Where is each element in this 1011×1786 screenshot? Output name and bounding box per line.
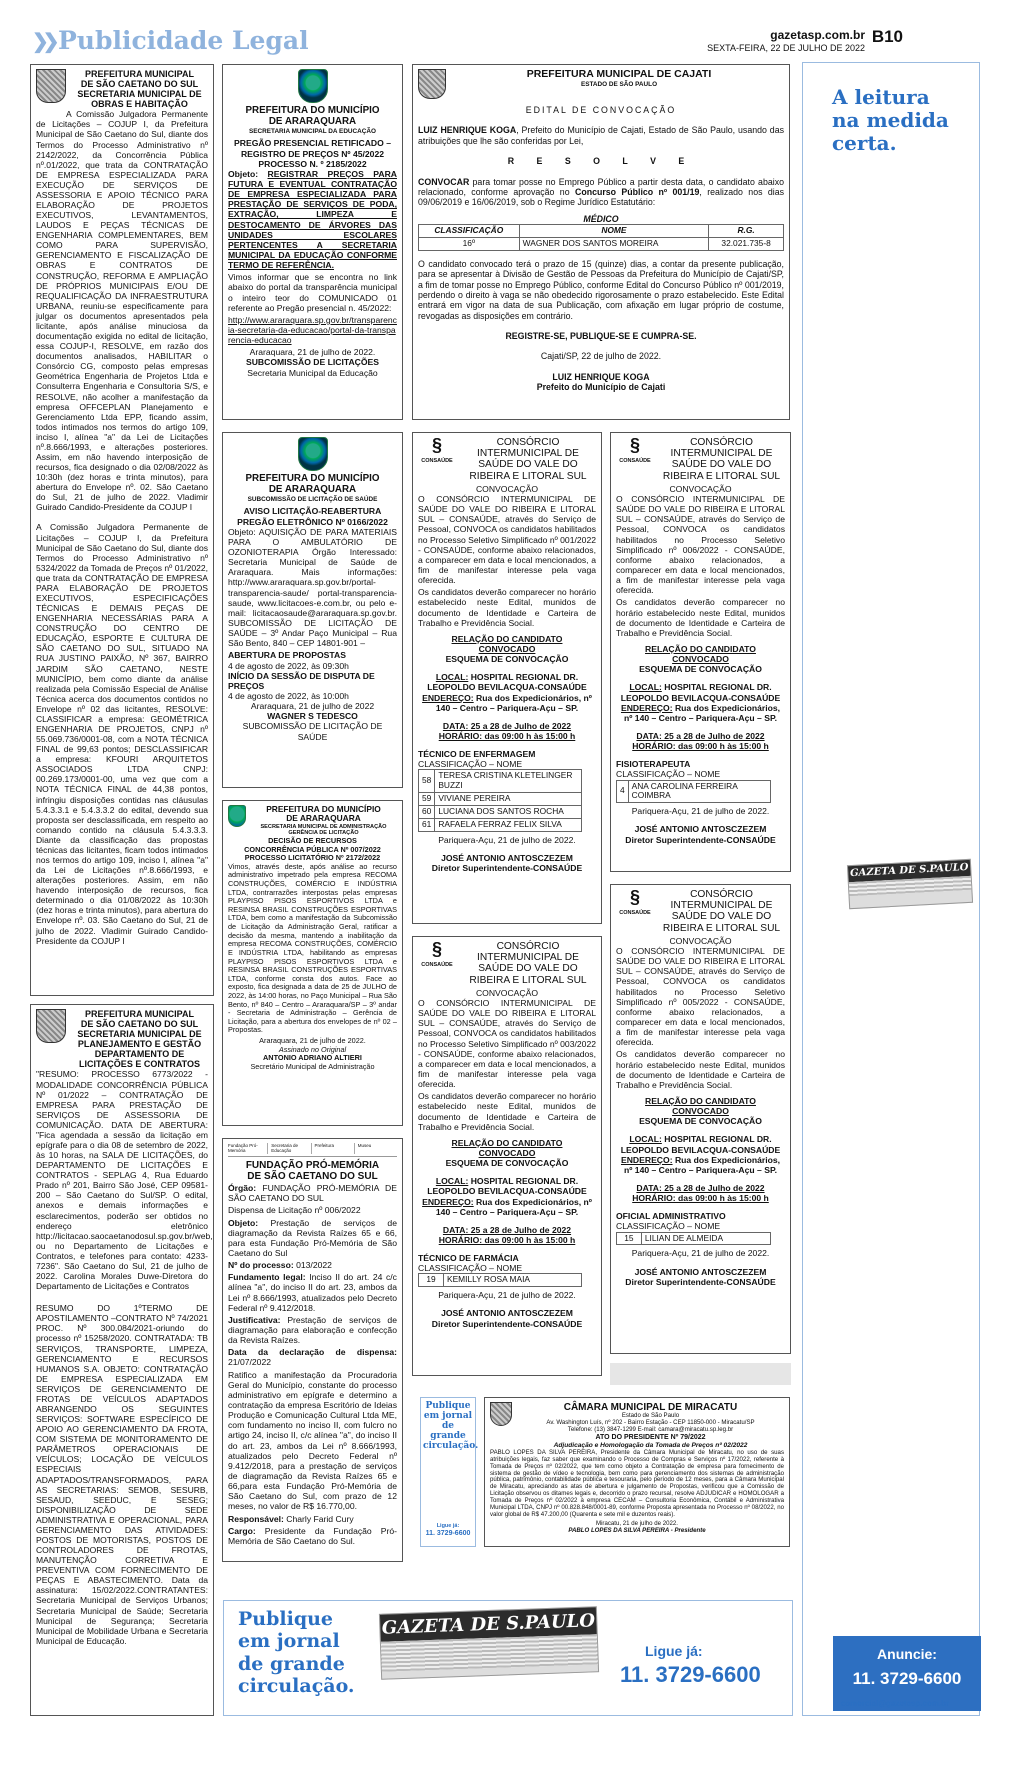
class-number: 60 [419, 806, 435, 819]
notice-body: Os candidatos deverão comparecer no horário estabelecido neste Edital, munidos de documento de Identidade e Carteira de Trabalho e Previdência Social. [418, 1091, 596, 1132]
section-heading: RELAÇÃO DO CANDIDATO [451, 1137, 563, 1148]
list-header: CLASSIFICAÇÃO – NOME [418, 759, 523, 770]
field-label: ENDEREÇO: [422, 1196, 474, 1207]
class-number: 61 [419, 819, 435, 832]
closing: REGISTRE-SE, PUBLIQUE-SE E CUMPRA-SE. [505, 331, 697, 342]
org-line: DEPARTAMENTO DE [94, 1049, 185, 1060]
notice-date: Pariquera-Açu, 21 de julho de 2022. [438, 1290, 576, 1301]
ad-phone[interactable]: 11. 3729-6600 [425, 1529, 471, 1537]
field-label: Nº do processo: [228, 1260, 294, 1271]
notice-consorcio-fisioterapeuta [610, 432, 791, 872]
fund-fields [228, 1183, 397, 1546]
notice-body: , Prefeito do Município de Cajati, Estado de São Paulo, usando das atribuições que lhe são conferidas por Lei, [418, 125, 784, 146]
notice-title: PREGÃO ELETRÔNICO Nº 0166/2022 [237, 516, 388, 527]
ad-ligue: Ligue já: [436, 1523, 460, 1530]
notice-body: - CONSAÚDE, conforme abaixo relacionados, a comparecer em data e local mencionados, a fim de manifestar interesse pela vaga oferecida. [418, 1048, 596, 1090]
notice-object: REGISTRAR PREÇOS PARA FUTURA E EVENTUAL CONTRATAÇÃO DE EMPRESA ESPECIALIZADA PARA PRESTAÇÃO DE SERVIÇOS DE PODA, EXTRAÇÃO, LIMPEZA E DESTOCAMENTO DE ÁRVORES DAS UNIDADES ESCOLARES PERTENCENTES A SECRETARIA MUNICIPAL DA EDUCAÇÃO CONFORME TERMO DE REFERÊNCIA. [228, 168, 397, 271]
notice-date: Miracatu, 21 de julho de 2022. [596, 1520, 678, 1528]
field-value: Rua dos Expedicionários, nº 140 – Centro – Pariquera-Açu – SP. [435, 1196, 592, 1217]
mayor-name: LUIZ HENRIQUE KOGA [418, 125, 517, 136]
section-heading: RELAÇÃO DO CANDIDATO [451, 633, 563, 644]
section-heading: ESQUEMA DE CONVOCAÇÃO [639, 664, 762, 675]
org-sub: SUBCOMISSÃO DE LICITAÇÃO DE SAÚDE [247, 495, 378, 503]
org-sub: GERÊNCIA DE LICITAÇÃO [288, 830, 359, 837]
section-heading: ESQUEMA DE CONVOCAÇÃO [639, 1116, 762, 1127]
field-value: 013/2022 [293, 1260, 332, 1271]
ad-line: Publique [238, 1608, 334, 1630]
date-line: 4 de agosto de 2022, às 10:00h [228, 691, 349, 702]
notice-title: FUNDAÇÃO PRÓ-MEMÓRIA [245, 1159, 380, 1171]
org-line: DE ARARAQUARA [268, 483, 357, 495]
logo-text: CONSAÚDE [421, 962, 453, 968]
logo-text: CONSAÚDE [619, 458, 651, 464]
tagline-line: na medida [832, 108, 949, 132]
anuncie-label: Anuncie: [877, 1646, 937, 1662]
ad-tagline [832, 86, 949, 155]
notice-body: O CONSÓRCIO INTERMUNICIPAL DE SAÚDE DO VALE DO RIBEIRA E LITORAL SUL – CONSAÚDE, através do Serviço de Pessoal, CONVOCA os candidatos habilitados no Processo Seletivo Simplificado nº [418, 998, 596, 1049]
notice-consorcio-tecnico-farmacia [412, 936, 602, 1376]
keyword: CONVOCAR [418, 176, 470, 187]
date-line: DATA: 25 a 28 de Julho de 2022 [442, 1224, 572, 1235]
consaude-logo-icon: § CONSAÚDE [616, 889, 654, 934]
notice-araraquara-saude [222, 432, 403, 788]
signature: Diretor Superintendente-CONSAÚDE [431, 1318, 583, 1329]
signature: WAGNER S TEDESCO [267, 711, 358, 722]
table-header: CLASSIFICAÇÃO [419, 225, 520, 238]
field-value: Prestação de serviços de diagramação para elaboração e confecção da Revista Raízes. [228, 1314, 397, 1346]
class-number: 19 [419, 1274, 444, 1287]
notice-scs-obras [30, 64, 214, 996]
ad-email[interactable]: comercial@gazetasp.com.br [840, 1699, 950, 1708]
candidate-name: KEMILLY ROSA MAIA [443, 1274, 581, 1287]
notice-body: , realizado nos dias 09/06/2019 e 16/06/2019, sob o Regime Jurídico Estatutário: [418, 186, 784, 208]
notice-body: - CONSAÚDE, conforme abaixo relacionados, a comparecer em data e local mencionados, a fim de manifestar interesse pela vaga oferecida. [616, 996, 785, 1048]
section-title: Publicidade Legal [58, 26, 309, 55]
fund-field [228, 1260, 397, 1270]
role-title: TÉCNICO DE FARMÁCIA [418, 1253, 519, 1264]
scs-crest-icon [36, 1009, 66, 1043]
fund-field [228, 1272, 397, 1313]
notice-body: O CONSÓRCIO INTERMUNICIPAL DE SAÚDE DO VALE DO RIBEIRA E LITORAL SUL – CONSAÚDE, através do Serviço de Pessoal, CONVOCA os candidatos habilitados no Processo Seletivo Simplificado nº [616, 494, 785, 555]
newspaper-image [847, 859, 973, 909]
class-number: 15 [617, 1232, 642, 1245]
notice-title: CONCORRÊNCIA PÚBLICA Nº 007/2022 [244, 844, 381, 854]
org-line: OBRAS E HABITAÇÃO [91, 99, 188, 110]
notice-body: "RESUMO: PROCESSO 6773/2022 - MODALIDADE CONCORRÊNCIA PÚBLICA Nº 01/2022 – CONTRATAÇÃO DE EMPRESA PARA PRESTAÇÃO DE SERVIÇOS DE ASSESSORIA DE COMUNICAÇÃO. DATA DE ABERTURA: "Fica agendada a sessão da licitação em epígrafe para o dia 08 de setembro de 2022, às 10 horas, na SALA DE LICITAÇÕES, do DEPARTAMENTO DE LICITAÇÕES E CONTRATOS - SEPLAG 4, Rua Eduardo Prado nº 201, Bairro São José, CEP 09581-200 – São Caetano do Sul/SP. O edital, anexos e demais informações e esclarecimentos, poderão ser obtidos no endereço eletrônico http://licitacao.saocaetanodosul.sp.gov.br/web, ou no Departamento de Licitações e Contratos, e telefones para contato: 4233-7236". São Caetano do Sul, 21 de julho de 2022. Carolina Morales Duwe-Diretora do Departamento de Licitações e Contratos [36, 1069, 213, 1292]
signature: Secretário Municipal de Administração [250, 1061, 375, 1071]
fund-field [228, 1183, 397, 1203]
date-line: DATA: 25 a 28 de Julho de 2022 [636, 1182, 765, 1193]
signature: JOSÉ ANTONIO ANTOSCZEZEM [441, 1308, 573, 1319]
notice-date: Pariquera-Açu, 21 de julho de 2022. [438, 834, 576, 845]
class-number: 58 [419, 770, 435, 793]
candidate-name: VIVIANE PEREIRA [435, 793, 581, 806]
keyword: Concurso Público nº 001/19 [574, 186, 700, 197]
notice-title: PREGÃO PRESENCIAL RETIFICADO – [234, 138, 391, 149]
newspaper-masthead: GAZETA DE S.PAULO [848, 860, 971, 882]
role-title: OFICIAL ADMINISTRATIVO [616, 1211, 726, 1222]
notice-araraquara-administracao [222, 800, 403, 1126]
notice-body: - CONSAÚDE, conforme abaixo relacionados, a comparecer em data e local mencionados, a fim de manifestar interesse pela vaga oferecida. [616, 544, 785, 596]
org-line: DE ARARAQUARA [268, 115, 357, 127]
candidate-table [418, 769, 582, 832]
signature: Diretor Superintendente-CONSAÚDE [625, 834, 776, 845]
ad-publique-small[interactable] [420, 1397, 479, 1547]
process-number: 006/2022 [682, 544, 719, 555]
notice-consorcio-tecnico-enfermagem [412, 432, 602, 924]
org-line: DE SÃO CAETANO DO SUL [80, 1019, 199, 1030]
org-sub: ESTADO DE SÃO PAULO [580, 80, 658, 88]
notice-body: O candidato convocado terá o prazo de 15 (quinze) dias, a contar da presente publicação, para se apresentar à Divisão de Gestão de Pessoas da Prefeitura do Município de Cajati/SP, a fim de tomar posse no Emprego Público, conforme Edital do Concurso Público nº 001/2019, perdendo o direito à vaga se não obedecido rigorosamente o prazo estabelecido. Este Edital entrará em vigor na data de sua Publicação, com afixação em lugar próprio de costume, revogadas as disposições em contrário. [418, 258, 784, 321]
field-value: Presidente da Fundação Pró-Memória de São Caetano do Sul. [228, 1525, 397, 1546]
field-label: LOCAL: [629, 1134, 662, 1145]
section-heading: CONVOCADO [478, 643, 536, 654]
table-header: R.G. [709, 225, 784, 238]
org-line: PREFEITURA MUNICIPAL [85, 1009, 194, 1019]
table-header: NOME [519, 225, 709, 238]
notice-araraquara-educacao [222, 64, 403, 420]
signature: Prefeito do Município de Cajati [536, 382, 666, 393]
section-heading: CONVOCADO [478, 1147, 536, 1158]
field-value: Prestação de serviços de diagramação da Revista Raízes 65 e 66, para esta Fundação Pró-Memória de São Caetano do Sul [228, 1217, 397, 1259]
ad-publique-text [238, 1608, 355, 1698]
logo-text: CONSAÚDE [421, 458, 453, 464]
convocacao-label: CONVOCAÇÃO [475, 987, 539, 998]
time-line: HORÁRIO: das 09:00 h às 15:00 h [438, 730, 576, 741]
notice-body: Objeto: AQUISIÇÃO DE PARA MATERIAIS PARA O AMBULATÓRIO DE OZONIOTERAPIA Órgão Interessado: Secretaria Municipal de Saúde de Araraquara. Mais informações: http://www.araraquara.sp.gov.br/portal-transparencia-saude/ portal-transparencia-saude, www.licitacoes-e.com.br, ou pelo e-mail: licitacaosaude@araraquara.sp.gov.br. SUBCOMISSÃO DE LICITAÇÃO DE SAÚDE – 3º Andar Paço Municipal – Rua São Bento, 840 – CEP 14801-901 – [228, 526, 397, 649]
notice-date: Cajati/SP, 22 de julho de 2022. [540, 351, 662, 362]
grey-divider [610, 1363, 791, 1385]
notice-title: PROCESSO LICITATÓRIO Nº 2172/2022 [244, 853, 381, 863]
field-value: Rua dos Expedicionários, nº 140 – Centro – Pariquera-Açu – SP. [624, 702, 781, 723]
field-label: LOCAL: [629, 682, 662, 693]
time-line: HORÁRIO: das 09:00 h às 15:00 h [632, 1193, 769, 1204]
notice-title: REGISTRO DE PREÇOS Nº 45/2022 [240, 148, 385, 159]
fund-field [228, 1514, 397, 1524]
field-value: Rua dos Expedicionários, nº 140 – Centro – Pariquera-Açu – SP. [435, 692, 592, 713]
newspaper-image [379, 1606, 599, 1680]
signature: PABLO LOPES DA SILVA PEREIRA - Presidente [568, 1527, 706, 1534]
notice-title: DE SÃO CAETANO DO SUL [247, 1171, 378, 1183]
org-contact: Telefone: (13) 3847-1299 E-mail: camara@miracatu.sp.leg.br [567, 1426, 734, 1434]
org-line: PREFEITURA MUNICIPAL DE CAJATI [526, 68, 712, 80]
ad-line: em jornal [238, 1630, 340, 1653]
role-title: TÉCNICO DE ENFERMAGEM [418, 749, 536, 760]
candidate-name: TERESA CRISTINA KLETELINGER BUZZI [435, 770, 581, 793]
field-label: LOCAL: [435, 672, 469, 683]
fund-field [228, 1315, 397, 1345]
anuncie-phone[interactable]: 11. 3729-6600 [852, 1668, 962, 1688]
araraquara-crest-icon [228, 805, 246, 827]
org-sub: Estado de São Paulo [621, 1412, 680, 1420]
convocacao-label: CONVOCAÇÃO [669, 483, 732, 494]
logo-secretaria: Secretaria de Educação [271, 1143, 311, 1154]
org-line: PREFEITURA DO MUNICÍPIO [266, 804, 381, 814]
list-header: CLASSIFICAÇÃO – NOME [616, 1221, 721, 1232]
notice-miracatu [484, 1397, 790, 1547]
miracatu-crest-icon [490, 1402, 512, 1426]
process-number: 003/2022 [560, 1038, 596, 1049]
process-number: 001/2022 [560, 534, 596, 545]
ad-line: circulação. [238, 1675, 355, 1698]
ad-ligue: Ligue já: [645, 1643, 703, 1659]
section-heading: ESQUEMA DE CONVOCAÇÃO [445, 1158, 569, 1169]
field-label: ENDEREÇO: [620, 702, 673, 713]
table-cell: WAGNER DOS SANTOS MOREIRA [519, 237, 709, 250]
page-number: B10 [871, 27, 903, 46]
notice-body: - CONSAÚDE, conforme abaixo relacionados, a comparecer em data e local mencionados, a fim de manifestar interesse pela vaga oferecida. [418, 544, 596, 586]
fund-field [228, 1218, 397, 1259]
org-line: SECRETARIA MUNICIPAL DE [77, 89, 202, 100]
process-number: 005/2022 [682, 996, 719, 1007]
field-value: FUNDAÇÃO PRÓ-MEMÓRIA DE SÃO CAETANO DO SUL [228, 1183, 397, 1204]
logo-museu: Museu [357, 1143, 372, 1148]
consaude-logo-icon: § CONSAÚDE [616, 437, 654, 482]
notice-date: Araraquara, 21 de julho de 2022. [249, 347, 376, 358]
ad-line: de grande [238, 1652, 345, 1675]
notice-body: O CONSÓRCIO INTERMUNICIPAL DE SAÚDE DO VALE DO RIBEIRA E LITORAL SUL – CONSAÚDE, através do Serviço de Pessoal, CONVOCA os candidatos habilitados no Processo Seletivo Simplificado nº [616, 946, 785, 1007]
notice-title: CONSÓRCIO INTERMUNICIPAL DE SAÚDE DO VALE DO RIBEIRA E LITORAL SUL [469, 437, 587, 482]
section-heading: CONVOCADO [672, 1106, 729, 1117]
logo-text: CONSAÚDE [619, 910, 651, 916]
org-line: PREFEITURA MUNICIPAL [85, 69, 194, 79]
notice-subtitle: Adjudicação e Homologação da Tomada de Preços nº 02/2022 [553, 1442, 748, 1450]
convocacao-label: CONVOCAÇÃO [475, 483, 539, 494]
notice-title: CONSÓRCIO INTERMUNICIPAL DE SAÚDE DO VALE DO RIBEIRA E LITORAL SUL [662, 437, 781, 482]
notice-consorcio-oficial-administrativo [610, 884, 791, 1354]
field-label: LOCAL: [435, 1176, 469, 1187]
notice-title: PROCESSO N. º 2185/2022 [258, 158, 367, 169]
notice-title: ATO DO PRESIDENTE Nº 79/2022 [595, 1434, 706, 1442]
org-line: PREFEITURA DO MUNICÍPIO [245, 473, 380, 484]
signature: ANTONIO ADRIANO ALTIERI [263, 1053, 362, 1063]
org-line: DE ARARAQUARA [286, 813, 361, 824]
field-value: HOSPITAL REGIONAL DR. LEOPOLDO BEVILACQUA-CONSAÚDE [620, 682, 781, 703]
ad-line: circulação. [423, 1440, 479, 1451]
cajati-crest-icon [418, 69, 446, 99]
field-label: Justificativa: [228, 1314, 281, 1325]
notice-body: O CONSÓRCIO INTERMUNICIPAL DE SAÚDE DO VALE DO RIBEIRA E LITORAL SUL – CONSAÚDE, através do Serviço de Pessoal, CONVOCA os candidatos habilitados no Processo Seletivo Simplificado nº [418, 494, 596, 545]
notice-fundacao-pro-memoria [222, 1138, 403, 1562]
notice-body: Vimos informar que se encontra no link abaixo do portal da transparência municipal o inteiro teor do COMUNICADO 01 referente ao Pregão presencial n. 45/2022: [228, 272, 397, 313]
field-label: Data da declaração de dispensa: [228, 1347, 397, 1358]
field-value: 21/07/2022 [228, 1357, 272, 1368]
signature: SUBCOMISSÃO DE LICITAÇÕES [245, 357, 380, 368]
consaude-logo-icon: § CONSAÚDE [418, 437, 456, 482]
notice-date: Araraquara, 21 de julho de 2022. [259, 1036, 366, 1046]
section-heading: RELAÇÃO DO CANDIDATO [645, 643, 756, 654]
notice-title: AVISO LICITAÇÃO-REABERTURA [243, 506, 382, 517]
tagline-line: certa. [832, 131, 897, 155]
class-number: 4 [617, 780, 629, 803]
notice-title: CONSÓRCIO INTERMUNICIPAL DE SAÚDE DO VALE DO RIBEIRA E LITORAL SUL [662, 889, 781, 934]
candidate-table [418, 1273, 582, 1287]
notice-date: Pariquera-Açu, 21 de julho de 2022. [631, 806, 770, 817]
notice-body: Vimos, através deste, após análise ao recurso administrativo impetrado pela empresa RECOMA CONSTRUÇÕES, COMÉRCIO E INDÚSTRIA LTDA, contrarrazões interpostas pelas empresas PLAYPISO PISOS ESPORTIVOS LTDA e RESINSA BRASIL CONSTRUÇÕES ESPORTIVAS LTDA, bem como a manifestação da Subcomissão de Licitação da Administração Geral, ratificar a decisão da mesma, mantendo a inabilitação da empresa RECOMA CONSTRUÇÕES, COMÉRCIO E INDÚSTRIA LTDA, habilitando as empresas PLAYPISO PISOS ESPORTIVOS LTDA e RESINSA BRASIL CONSTRUÇÕES ESPORTIVAS LTDA, conforme consta dos autos. Face ao exposto, fica designada a data de 25 de JULHO de 2022, às 14:00 horas, no Paço Municipal – Rua São Bento, nº 840 – Centro – Araraquara/SP – 3º andar - Secretaria de Administração – Gerência de Licitação, para a abertura dos envelopes de nº 02 – Propostas. [228, 861, 397, 1035]
notice-body: PABLO LOPES DA SILVA PEREIRA, Presidente da Câmara Municipal de Miracatu, no uso de suas atribuições legais, faz saber que examinando o Processo de Compras e Serviços nº 17/2022, referente à Tomada de Preços nº 02/2022, que tem como objeto a Contratação de empresa para fornecimento de sistema de gestão de vídeo e tecnologia, bem como para gerenciamento dos sistemas de administração pública, patrimônio, contabilidade pública e tesouraria, pelo período de 12 meses, para a Câmara Municipal de Miracatu, apreciando as atas de abertura e julgamento de Propostas, verificou que a Comissão de Licitação observou os ditames legais e, decorrido o prazo recursal, resolve ADJUDICAR e HOMOLOGAR a Tomada de Preços nº 02/2022 à empresa CECAM – Consultoria Econômica, Contábil e Administrativa Municipal LTDA, CNPJ nº 00.828.848/0001-89, conforme Proposta apresentada no Processo nº 08/2022, no valor global de R$ 47.200,00 (Quarenta e sete mil e duzentos reais). [490, 1448, 784, 1519]
candidate-name: RAFAELA FERRAZ FELIX SILVA [435, 819, 581, 832]
notice-date: Araraquara, 21 de julho de 2022 [250, 701, 375, 712]
fund-field [228, 1347, 397, 1367]
ad-line: de grande [430, 1420, 466, 1441]
table-title: MÉDICO [583, 213, 619, 224]
notice-body: Os candidatos deverão comparecer no horário estabelecido neste Edital, munidos de documento de Identidade e Carteira de Trabalho e Previdência Social. [616, 597, 785, 638]
section-heading: ESQUEMA DE CONVOCAÇÃO [445, 654, 569, 665]
field-value: Ratifico a manifestação da Procuradoria Geral do Município, constante do processo administrativo em epígrafe e determino a contratação da empresa Escritório de Ideias Produção e Comunicação Cultural Ltda ME, com fundamento no inciso II, com fulcro no artigo 24, inciso II, c/c alínea "a", do inciso II do art. 23, ambos da Lei nº 8.666/1993, atualizados pelo Decreto Federal nº 9.412/2018, para a prestação de serviços de diagramação da Revista Raízes 65 e 66,para esta Fundação Pró-Memória de São Caetano do Sul, com prazo de 12 meses, no valor de R$ 16.770,00. [228, 1369, 397, 1512]
notice-title: CONSÓRCIO INTERMUNICIPAL DE SAÚDE DO VALE DO RIBEIRA E LITORAL SUL [469, 941, 587, 986]
notice-body: Os candidatos deverão comparecer no horário estabelecido neste Edital, munidos de documento de Identidade e Carteira de Trabalho e Previdência Social. [616, 1049, 785, 1090]
notice-body: A Comissão Julgadora Permanente de Licitações – COJUP I, da Prefeitura Municipal de São Caetano do Sul, diante dos Termos do Processo Administrativo nº 5324/2022 da Tomada de Preços nº 01/2022, que trata da CONTRATAÇÃO DE EMPRESA PARA ELABORAÇÃO DE PROJETOS EXECUTIVOS, ESPECIFICAÇÕES TÉCNICAS E DEMAIS PEÇAS DE ENGENHARIA NECESSÁRIAS PARA A CONSTRUÇÃO DO CENTRO DE EDUCAÇÃO, ESPORTE E CULTURA DE SÃO CAETANO DO SUL, SITUADO NA RUA JUSTINO PAIXÃO, Nº 367, BAIRRO JARDIM SÃO CAETANO, NESTE MUNICÍPIO, bem como diante da análise realizada pela Comissão Especial de Análise Técnica acerca dos documentos contidos no Envelope nº 02 das licitantes, RESOLVE: CLASSIFICAR a empresa: GEOMÉTRICA ENGENHARIA DE PROJETOS, CNPJ nº 55.069.736/0001-08, com a NOTA TÉCNICA FINAL de 99,63 pontos; DESCLASSIFICAR a empresa: KFOURI ARQUITETOS ASSOCIADOS LTDA CNPJ: 00.269.173/0001-00, uma vez que com a NOTA TÉCNICA FINAL de 44,38 pontos, infringiu disposições contidas nas cláusulas 5.4.3.3.1 e 5.4.3.3.2 do edital, devendo sua proposta ser desclassificada, em respeito ao comando contido na cláusula 5.4.3.3.3. Diante da classificação das propostas técnicas das licitantes, ficam todos intimados nos termos do artigo 109, inciso I, alínea "a" da Lei de Licitações nº.8.666/1993, e alterações posteriores. Assim, em não havendo interposição de recursos, fica determinado o dia 01/08/2022 às 10:30h (dez horas e trinta minutos), para abertura do Envelope nº. 03. São Caetano do Sul, 21 de julho de 2022. Vladimir Guirado Candido-Presidente da COJUP I [36, 522, 208, 946]
table-cell: 32.021.735-8 [709, 237, 784, 250]
ad-line: em jornal [423, 1410, 473, 1421]
field-value: Rua dos Expedicionários, nº 140 – Centro – Pariquera-Açu – SP. [624, 1154, 781, 1175]
newspaper-masthead: GAZETA DE S.PAULO [380, 1607, 597, 1642]
field-value: HOSPITAL REGIONAL DR. LEOPOLDO BEVILACQUA-CONSAÚDE [427, 672, 587, 693]
section-heading: RELAÇÃO DO CANDIDATO [645, 1095, 756, 1106]
org-sub: SECRETARIA MUNICIPAL DA EDUCAÇÃO [249, 127, 376, 135]
notice-cajati [412, 64, 790, 420]
org-line: SECRETARIA MUNICIPAL DE [77, 1029, 202, 1040]
field-value: HOSPITAL REGIONAL DR. LEOPOLDO BEVILACQUA-CONSAÚDE [620, 1134, 781, 1155]
scs-crest-icon [36, 69, 66, 103]
resolve-heading: R E S O L V E [507, 156, 695, 167]
convocacao-label: CONVOCAÇÃO [669, 935, 732, 946]
time-line: HORÁRIO: das 09:00 h às 15:00 h [632, 741, 769, 752]
time-line: HORÁRIO: das 09:00 h às 15:00 h [438, 1234, 576, 1245]
field-label: Fundamento legal: [228, 1272, 306, 1283]
org-line: CÂMARA MUNICIPAL DE MIRACATU [563, 1402, 738, 1413]
signature: LUIZ HENRIQUE KOGA [552, 371, 650, 382]
field-label: ENDEREÇO: [422, 692, 474, 703]
class-number: 59 [419, 793, 435, 806]
signature: JOSÉ ANTONIO ANTOSCZEZEM [634, 824, 767, 835]
candidate-table [616, 1232, 771, 1246]
candidate-table [616, 780, 771, 804]
org-line: PREFEITURA DO MUNICÍPIO [245, 105, 380, 116]
signature: JOSÉ ANTONIO ANTOSCZEZEM [441, 853, 573, 864]
date-line: 4 de agosto de 2022, às 09:30h [228, 660, 349, 671]
list-header: CLASSIFICAÇÃO – NOME [616, 769, 721, 780]
field-value: Inciso II do art. 24 c/c alínea "a", do inciso II do art. 23, ambos da Lei nº 8.666/1993, atualizados pelo Decreto Federal nº 9.412/2018. [228, 1272, 397, 1313]
transparency-link[interactable]: http://www.araraquara.sp.gov.br/transparencia-secretaria-da-educacao/portal-da-transparencia-educacao [228, 314, 397, 346]
field-label: Objeto: [228, 1217, 259, 1228]
signature: Secretaria Municipal da Educação [247, 367, 378, 378]
org-sub: SECRETARIA MUNICIPAL DE ADMINISTRAÇÃO [260, 823, 387, 830]
role-title: FISIOTERAPEUTA [616, 759, 691, 770]
araraquara-crest-icon [298, 69, 328, 103]
date-line: DATA: 25 a 28 de Julho de 2022 [636, 730, 765, 741]
logo-prefeitura: Prefeitura [315, 1143, 355, 1154]
table-cell: 16º [419, 237, 520, 250]
notice-body: A Comissão Julgadora Permanente de Licitações – COJUP I, da Prefeitura Municipal de São Caetano do Sul, diante dos Termos do Processo Administrativo nº 2142/2022, da Concorrência Pública nº.01/2022, que trata da CONTRATAÇÃO DE EMPRESA ESPECIALIZADA PARA EXECUÇÃO DE SERVIÇOS DE ASSESSORIA E APOIO TÉCNICO PARA ELABORAÇÃO DE PROJETOS EXECUTIVOS, LEVANTAMENTOS, LAUDOS E PEÇAS TÉCNICAS DE ENGENHARIA COMPLEMENTARES, BEM COMO PARA SUPERVISÃO, GERENCIAMENTO E FISCALIZAÇÃO DE OBRAS E CONTRATOS DE CONSTRUÇÃO, REFORMA E AMPLIAÇÃO DE PRÓPRIOS MUNICIPAIS E/OU DE REQUALIFICAÇÃO DA INFRAESTRUTURA URBANA, reuniu-se especificamente para julgar os documentos apresentados pela licitante, após análise minuciosa da documentação exigida no edital de licitação, essa COJUP-I, RESOLVE, em razão dos documentos analisados, HABILITAR o Consórcio CG, composto pelas empresas Geométrica Engenharia de Projetos Ltda e Consulterra Engenharia e Consultoria S/S, e RESOLVE, não acolher a manifestação da empresa OFFCEPLAN Planejamento e Gerenciamento Ltda EPP, ficando assim, todos intimados nos termos do artigo 109, inciso I, alínea "a" da Lei de Licitações nº.8.666/1993, e alterações posteriores. Assim, em não havendo interposição de recursos, fica designado o dia 02/08/2022 às 10:30h (dez horas e trinta minutos), para abertura do Envelope nº. 02. São Caetano do Sul, 21 de julho de 2022. Vladimir Guirado Candido-Presidente da COJUP I [36, 109, 208, 513]
field-label: ENDEREÇO: [620, 1154, 673, 1165]
date-line: DATA: 25 a 28 de Julho de 2022 [442, 720, 572, 731]
notice-body: RESUMO DO 1ºTERMO DE APOSTILAMENTO –CONTRATO Nº 74/2021 PROC. Nº 300.084/2021-oriundo do processo nº 15258/2020. CONTRATADA: TB SERVIÇOS, TRANSPORTE, LIMPEZA, GERENCIAMENTO E RECURSOS HUMANOS S.A. OBJETO: CONTRATAÇÃO DE EMPRESA ESPECIALIZADA EM SERVIÇOS DE GERENCIAMENTO DE FROTAS DE VEÍCULOS ADAPTADOS ABRANGENDO OS SEGUINTES SERVIÇOS: SOFTWARE ESPECÍFICO DE APOIO AO GERENCIAMENTO DA FROTA, COM SISTEMA DE MONITORAMENTO DE PARÂMETROS OPERACIONAIS DE VEÍCULOS; LOCAÇÃO DE VEÍCULOS ESPECIAIS ADAPTADOS/TRANSFORMADOS, PARA AS SECRETARIAS: SEMOB, SESURB, SESAUD, SEEDUC, E SESEG; DISPONIBILIZAÇÃO DE SEDE ADMINISTRATIVA E OPERACIONAL, PARA GERENCIAMENTO DAS ATIVIDADES: POSTOS DE MOTORISTAS, POSTOS DE CONTROLADORES DE FROTAS, MANUTENÇÃO CORRETIVA E PREVENTIVA COM FORNECIMENTO DE PEÇAS E ABASTECIMENTO. Data da assinatura: 15/02/2022.CONTRATANTES: Secretaria Municipal de Serviços Urbanos; Secretaria Municipal de Saúde; Secretaria Municipal de Segurança; Secretaria Municipal de Mobilidade Urbana e Secretaria Municipal de Educação. [36, 1303, 208, 1646]
logo-fundacao: Fundação Pró-Memória [228, 1143, 268, 1154]
org-address: Av. Washington Luís, nº 202 - Bairro Estação - CEP 11850-000 - Miracatu/SP [546, 1419, 755, 1427]
signature: Diretor Superintendente-CONSAÚDE [625, 1276, 776, 1287]
notice-body: para tomar posse no Emprego Público a partir desta data, o candidato abaixo relacionado, conforme aprovação no [418, 176, 784, 197]
field-value: Charly Farid Cury [283, 1513, 354, 1524]
araraquara-crest-icon [298, 437, 328, 471]
org-line: DE SÃO CAETANO DO SUL [80, 79, 199, 90]
notice-date: Pariquera-Açu, 21 de julho de 2022. [631, 1248, 770, 1259]
field-label: Cargo: [228, 1525, 256, 1536]
candidate-name: ANA CAROLINA FERREIRA COIMBRA [628, 780, 771, 803]
signature: SUBCOMISSÃO DE LICITAÇÃO DE SAÚDE [242, 721, 383, 742]
fund-field [228, 1526, 397, 1546]
field-value: Dispensa de Licitação nº 006/2022 [228, 1205, 361, 1216]
candidate-name: LILIAN DE ALMEIDA [641, 1232, 771, 1245]
heading: INÍCIO DA SESSÃO DE DISPUTA DE PREÇOS [228, 670, 375, 691]
candidate-name: LUCIANA DOS SANTOS ROCHA [435, 806, 581, 819]
ad-line: Publique [425, 1401, 471, 1411]
ad-phone[interactable]: 11. 3729-6600 [620, 1662, 761, 1687]
field-label: Órgão: [228, 1183, 257, 1194]
tagline-line: A leitura [832, 85, 930, 109]
notice-title: DECISÃO DE RECURSOS [268, 836, 357, 845]
org-line: PLANEJAMENTO E GESTÃO [77, 1039, 202, 1050]
fund-field [228, 1205, 397, 1215]
section-heading: CONVOCADO [672, 654, 729, 665]
list-header: CLASSIFICAÇÃO – NOME [418, 1263, 523, 1274]
consaude-logo-icon: § CONSAÚDE [418, 941, 456, 986]
signature-note: Assinado no Original [278, 1044, 347, 1054]
fund-field [228, 1370, 397, 1512]
notice-body: Os candidatos deverão comparecer no horário estabelecido neste Edital, munidos de documento de Identidade e Carteira de Trabalho e Previdência Social. [418, 587, 596, 628]
candidate-table [418, 224, 784, 251]
site-url[interactable]: gazetasp.com.br [770, 28, 865, 42]
heading: ABERTURA DE PROPOSTAS [228, 650, 346, 661]
org-line: LICITAÇÕES E CONTRATOS [78, 1059, 200, 1070]
field-label: Responsável: [228, 1513, 284, 1524]
field-value: HOSPITAL REGIONAL DR. LEOPOLDO BEVILACQUA-CONSAÚDE [427, 1176, 587, 1197]
notice-scs-planejamento [30, 1004, 214, 1716]
section-arrow-icon: ❯❯ [32, 31, 54, 53]
signature: JOSÉ ANTONIO ANTOSCZEZEM [634, 1266, 767, 1277]
label: Objeto: [228, 168, 259, 179]
issue-date: SEXTA-FEIRA, 22 DE JULHO DE 2022 [707, 43, 865, 53]
notice-title: EDITAL DE CONVOCAÇÃO [525, 105, 677, 115]
signature: Diretor Superintendente-CONSAÚDE [431, 863, 583, 874]
